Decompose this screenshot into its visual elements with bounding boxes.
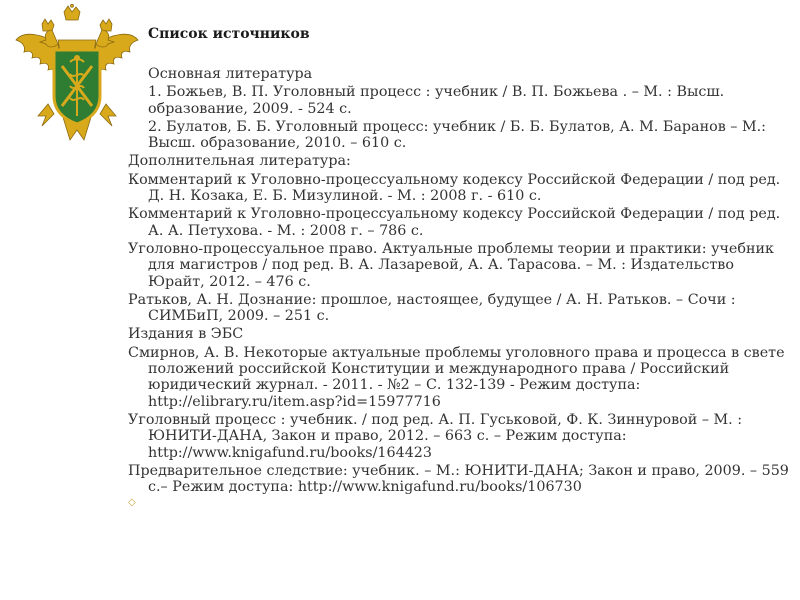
additional-literature-item: Комментарий к Уголовно-процессуальному кодексу Российской Федерации / под ред. А. А. Петухова. - М. : 2008 г. – 786 с. — [128, 206, 781, 239]
main-literature-item: 2. Булатов, Б. Б. Уголовный процесс: учебник / Б. Б. Булатов, А. М. Баранов – М.: Высш. образование, 2010. – 610 с. — [148, 118, 766, 152]
ebs-item: Смирнов, А. В. Некоторые актуальные проблемы уголовного права и процесса в свете положений российской Конституции и международного права / Российский юридический журнал. - 2011. - №2 – С. 132-139 - Режим доступа: http://elibrary.ru/item.asp?id=15977716 — [128, 344, 785, 410]
empty-bullet-icon: ◇ — [128, 497, 136, 509]
slide-title: Список источников — [148, 26, 310, 42]
ebs-item: Уголовный процесс : учебник. / под ред. А. П. Гуськовой, Ф. К. Зиннуровой – М. : ЮНИТИ-ДАНА, Закон и право, 2012. – 663 с. – Режим доступа: http://www.knigafund.ru/books/164423 — [128, 411, 743, 461]
additional-literature-heading: Дополнительная литература: — [128, 153, 351, 170]
additional-literature-item: Уголовно-процессуальное право. Актуальные проблемы теории и практики: учебник для магистров / под ред. В. А. Лазаревой, А. А. Тарасова. – М. : Издательство Юрайт, 2012. – 476 с. — [128, 240, 774, 290]
additional-literature-item: Ратьков, А. Н. Дознание: прошлое, настоящее, будущее / А. Н. Ратьков. – Сочи : СИМБиП, 2009. – 251 с. — [128, 291, 736, 325]
ebs-item: Предварительное следствие: учебник. – М.: ЮНИТИ-ДАНА; Закон и право, 2009. – 559 с.– Режим доступа: http://www.knigafund.ru/books/106730 — [128, 462, 789, 496]
double-headed-eagle-emblem-icon — [12, 4, 142, 154]
main-literature-heading: Основная литература — [148, 66, 313, 82]
main-literature-item: 1. Божьев, В. П. Уголовный процесс : учебник / В. П. Божьева . – М. : Высш. образование, 2009. - 524 с. — [148, 84, 725, 117]
ebs-heading: Издания в ЭБС — [128, 326, 244, 343]
additional-literature-item: Комментарий к Уголовно-процессуальному кодексу Российской Федерации / под ред. Д. Н. Козака, Е. Б. Мизулиной. - М. : 2008 г. - 610 с. — [128, 171, 781, 205]
bibliography — [128, 66, 794, 511]
